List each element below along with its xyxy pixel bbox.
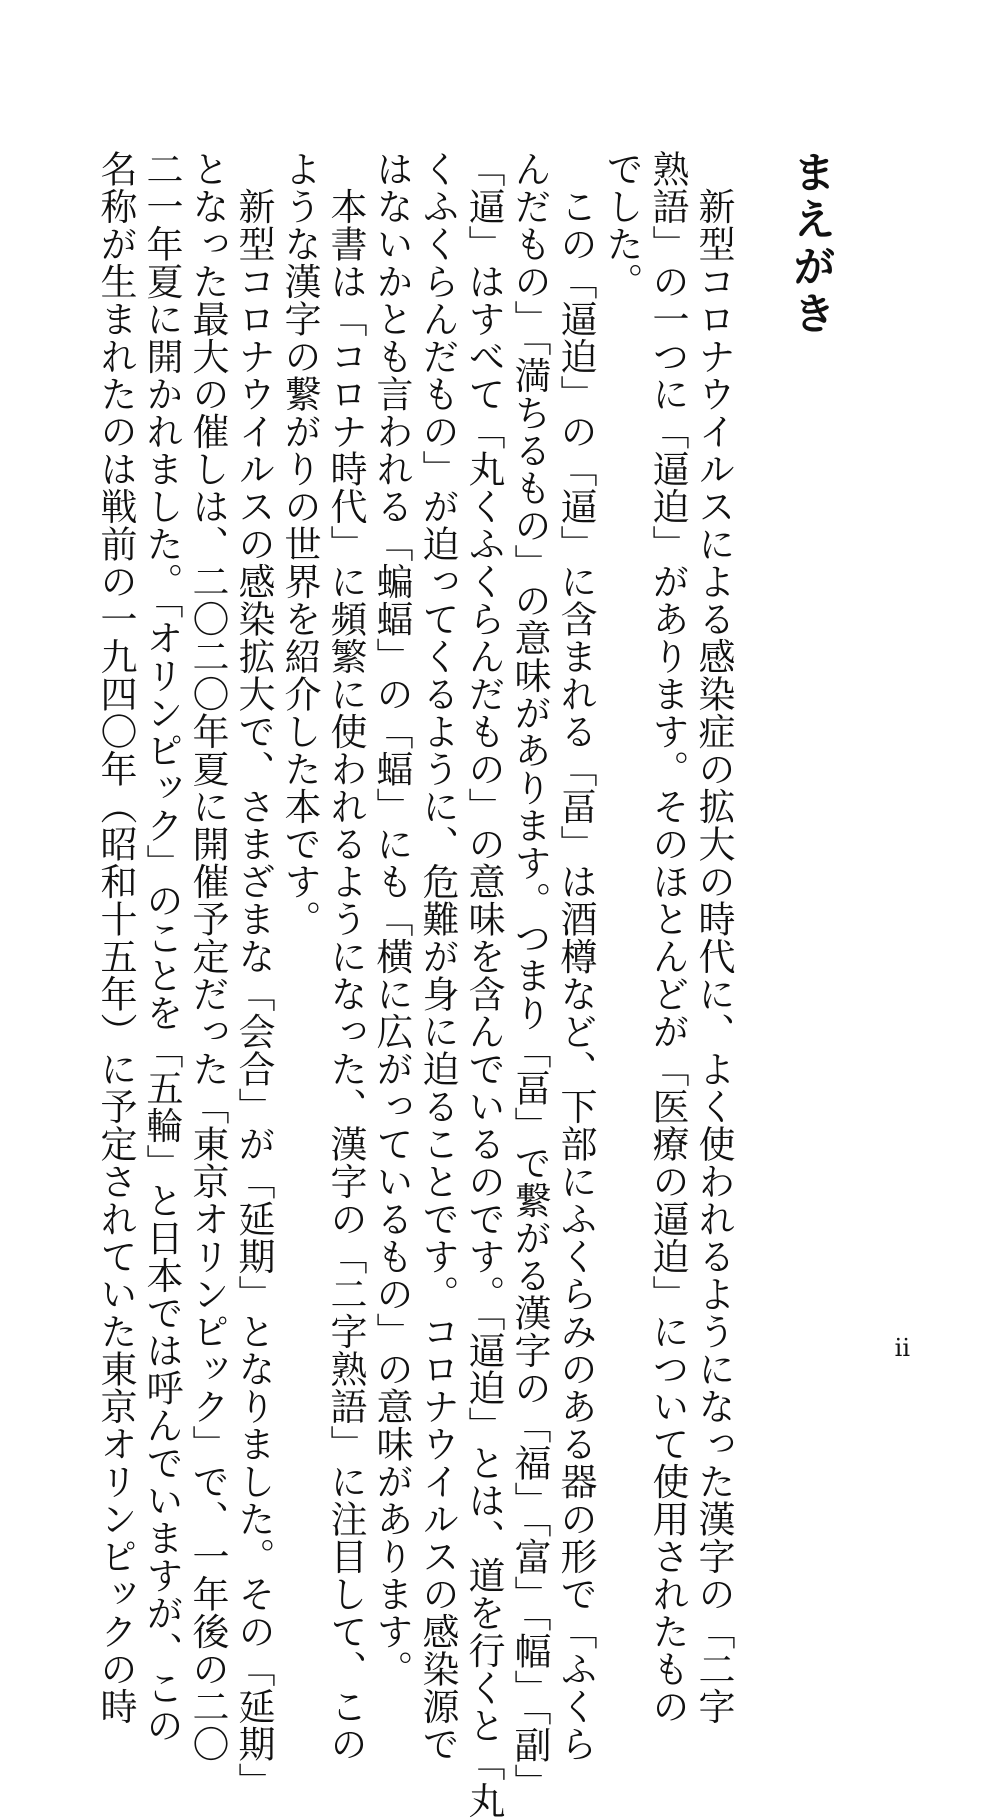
text-line-14: 名称が生まれたのは戦前の一九四〇年（昭和十五年）に予定されていた東京オリンピックの時 [94, 150, 137, 1725]
text-line-9: 本書は「コロナ時代」に頻繁に使われるようになった、漢字の「二字熟語」に注目して、この [324, 150, 367, 1763]
text-line-11: 新型コロナウイルスの感染拡大で、さまざまな「会合」が「延期」となりました。その「延期」 [232, 150, 275, 1800]
page-title: まえがき [786, 150, 836, 338]
text-line-12: となった最大の催しは、二〇二〇年夏に開催予定だった「東京オリンピック」で、一年後の二〇 [186, 150, 229, 1763]
text-line-2: 熟語」の一つに「逼迫」があります。そのほとんどが「医療の逼迫」について使用されたもの [646, 150, 689, 1725]
text-line-5: んだもの」「満ちるもの」の意味があります。つまり「畐」で繋がる漢字の「福」「富」「幅」「副」 [508, 150, 551, 1801]
page-number: ii [894, 1334, 910, 1362]
text-line-13: 二一年夏に開かれました。「オリンピック」のことを「五輪」と日本では呼んでいますが、この [140, 150, 183, 1744]
text-line-8: はないかとも言われる「蝙蝠」の「蝠」にも「横に広がっているもの」の意味があります。 [370, 150, 413, 1688]
text-line-4: この「逼迫」の「逼」に含まれる「畐」は酒樽など、下部にふくらみのある器の形で「ふくら [554, 150, 597, 1763]
text-line-3: でした。 [600, 150, 643, 300]
text-line-7: くふくらんだもの」が迫ってくるように、危難が身に迫ることです。コロナウイルスの感染源で [416, 150, 459, 1763]
text-line-10: ような漢字の繋がりの世界を紹介した本です。 [278, 150, 321, 938]
text-line-1: 新型コロナウイルスによる感染症の拡大の時代に、よく使われるようになった漢字の「二字 [692, 150, 735, 1725]
text-line-6: 「逼」はすべて「丸くふくらんだもの」の意味を含んでいるのです。「逼迫」とは、道を行くと「丸 [462, 150, 505, 1819]
